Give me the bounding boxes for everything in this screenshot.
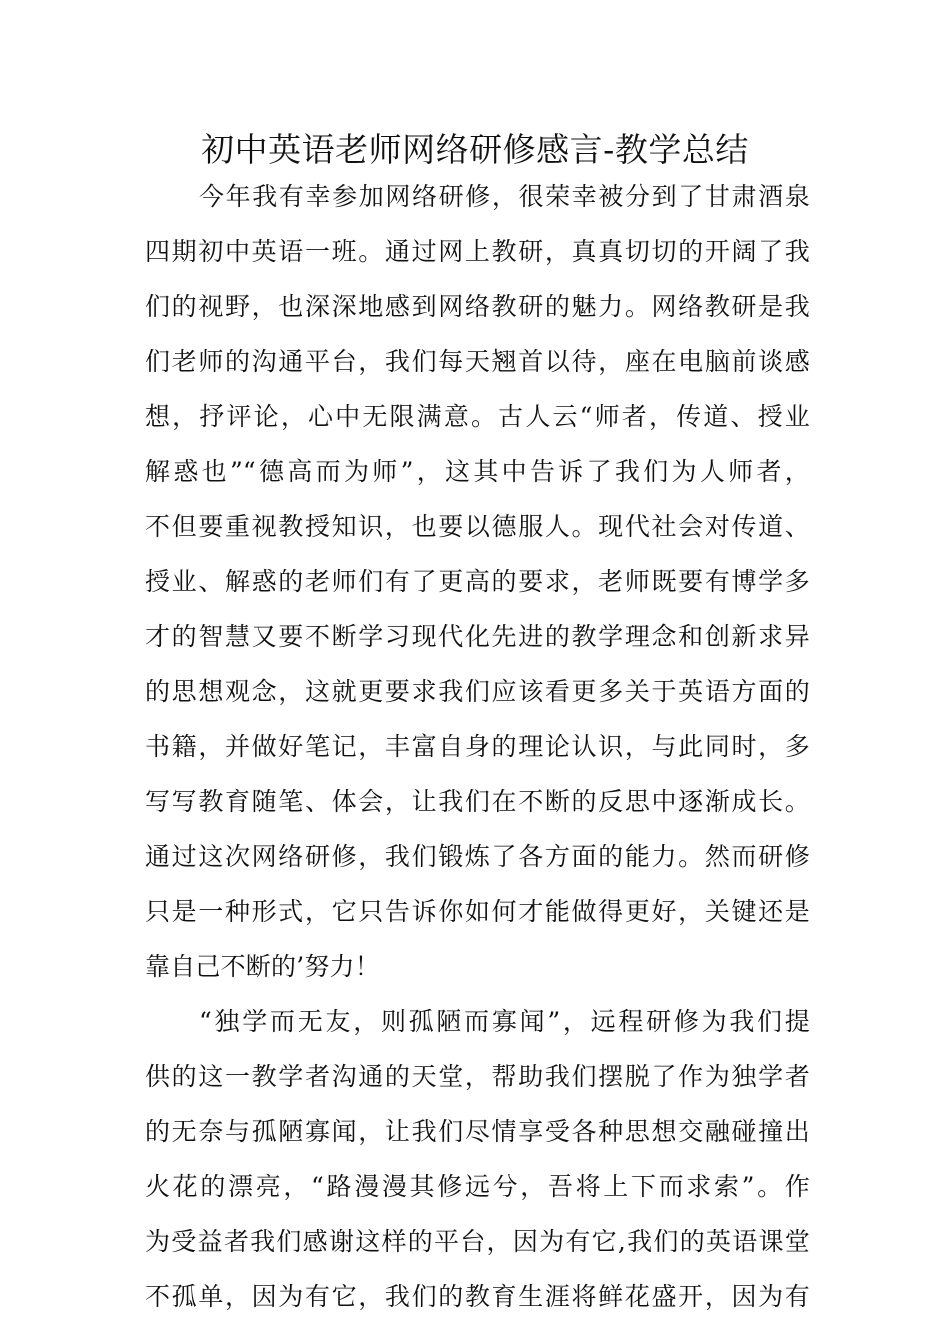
paragraph-2 bbox=[145, 999, 810, 1329]
text-line: 四期初中英语一班。通过网上教研，真真切切的开阔了我 bbox=[145, 237, 810, 266]
document-body bbox=[145, 174, 810, 1329]
text-line: 为受益者我们感谢这样的平台，因为有它,我们的英语课堂 bbox=[145, 1227, 810, 1256]
text-line: 的无奈与孤陋寡闻，让我们尽情享受各种思想交融碰撞出 bbox=[145, 1117, 810, 1146]
text-line: 只是一种形式，它只告诉你如何才能做得更好，关键还是 bbox=[145, 897, 810, 926]
text-line: 靠自己不断的’努力！ bbox=[145, 952, 380, 981]
text-line: 火花的漂亮，“路漫漫其修远兮，吾将上下而求索”。作 bbox=[145, 1172, 810, 1201]
text-line: 不孤单，因为有它，我们的教育生涯将鲜花盛开，因为有 bbox=[145, 1282, 810, 1311]
document-title: 初中英语老师网络研修感言-教学总结 bbox=[201, 130, 749, 169]
text-line: 才的智慧又要不断学习现代化先进的教学理念和创新求异 bbox=[145, 622, 810, 651]
text-line: 供的这一教学者沟通的天堂，帮助我们摆脱了作为独学者 bbox=[145, 1062, 810, 1091]
text-line: 们老师的沟通平台，我们每天翘首以待，座在电脑前谈感 bbox=[145, 347, 810, 376]
text-line: 想，抒评论，心中无限满意。古人云“师者，传道、授业 bbox=[145, 402, 810, 431]
paragraph-1 bbox=[145, 174, 810, 999]
text-line: 授业、解惑的老师们有了更高的要求，老师既要有博学多 bbox=[145, 567, 810, 596]
text-line: 的思想观念，这就更要求我们应该看更多关于英语方面的 bbox=[145, 677, 810, 706]
text-line: 们的视野，也深深地感到网络教研的魅力。网络教研是我 bbox=[145, 292, 810, 321]
text-line: 书籍，并做好笔记，丰富自身的理论认识，与此同时，多 bbox=[145, 732, 810, 761]
text-line: 今年我有幸参加网络研修，很荣幸被分到了甘肃酒泉 bbox=[199, 182, 810, 211]
text-line: 写写教育随笔、体会，让我们在不断的反思中逐渐成长。 bbox=[145, 787, 810, 816]
text-line: 通过这次网络研修，我们锻炼了各方面的能力。然而研修 bbox=[145, 842, 810, 871]
text-line: “独学而无友，则孤陋而寡闻”，远程研修为我们提 bbox=[199, 1007, 810, 1036]
text-line: 不但要重视教授知识，也要以德服人。现代社会对传道、 bbox=[145, 512, 810, 541]
text-line: 解惑也”“德高而为师”，这其中告诉了我们为人师者， bbox=[145, 457, 810, 486]
